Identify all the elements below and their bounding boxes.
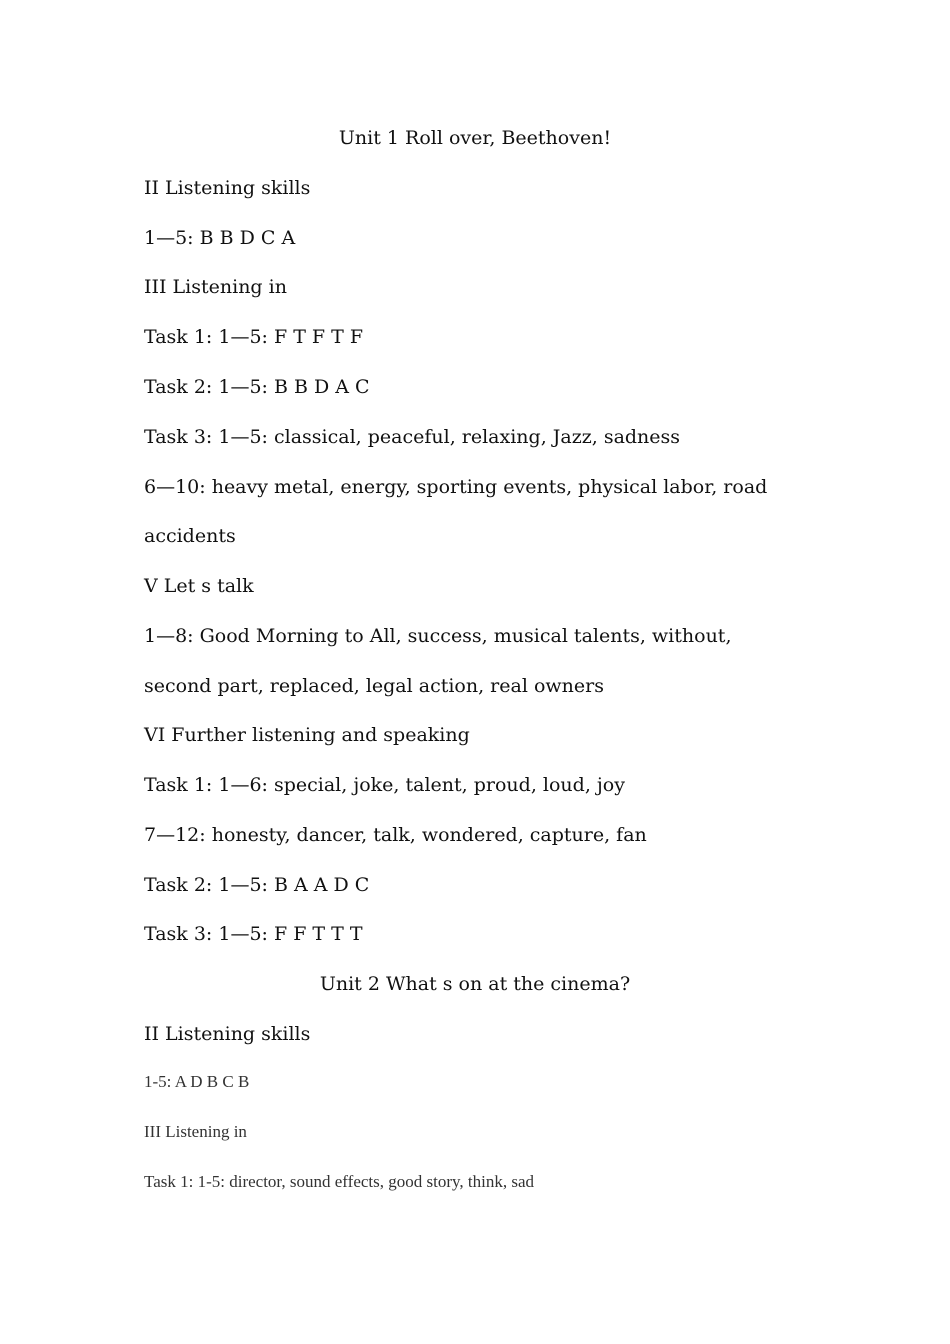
unit1-task1: Task 1: 1—5: F T F T F — [144, 326, 364, 348]
unit1-listening-skills-answers: 1—5: B B D C A — [144, 227, 296, 249]
unit2-title: Unit 2 What s on at the cinema? — [319, 973, 631, 995]
unit1-lets-talk-heading: V Let s talk — [144, 575, 254, 597]
unit1-lets-talk-answers: 1—8: Good Morning to All, success, musical talents, without, — [144, 625, 732, 647]
unit1-further-heading: VI Further listening and speaking — [144, 724, 470, 746]
unit1-task3: Task 3: 1—5: classical, peaceful, relaxing, Jazz, sadness — [144, 426, 681, 448]
unit2-task1: Task 1: 1-5: director, sound effects, good story, think, sad — [144, 1172, 535, 1191]
unit1-task3-continued-wrap: accidents — [144, 525, 236, 547]
unit1-listening-skills-heading: II Listening skills — [144, 177, 311, 199]
unit1-listening-in-heading: III Listening in — [144, 276, 287, 298]
unit1-further-task1-continued: 7—12: honesty, dancer, talk, wondered, capture, fan — [144, 824, 647, 846]
unit1-title: Unit 1 Roll over, Beethoven! — [338, 127, 612, 149]
unit1-further-task3: Task 3: 1—5: F F T T T — [144, 923, 363, 945]
unit2-listening-in-heading: III Listening in — [144, 1122, 247, 1141]
unit1-further-task1: Task 1: 1—6: special, joke, talent, proud, loud, joy — [144, 774, 625, 796]
unit1-further-task2: Task 2: 1—5: B A A D C — [144, 874, 370, 896]
unit1-task2: Task 2: 1—5: B B D A C — [144, 376, 370, 398]
unit1-task3-continued: 6—10: heavy metal, energy, sporting events, physical labor, road — [144, 476, 768, 498]
unit1-lets-talk-answers-wrap: second part, replaced, legal action, real owners — [144, 675, 604, 697]
unit2-listening-skills-heading: II Listening skills — [144, 1023, 311, 1045]
unit2-listening-skills-answers: 1-5: A D B C B — [144, 1072, 250, 1091]
